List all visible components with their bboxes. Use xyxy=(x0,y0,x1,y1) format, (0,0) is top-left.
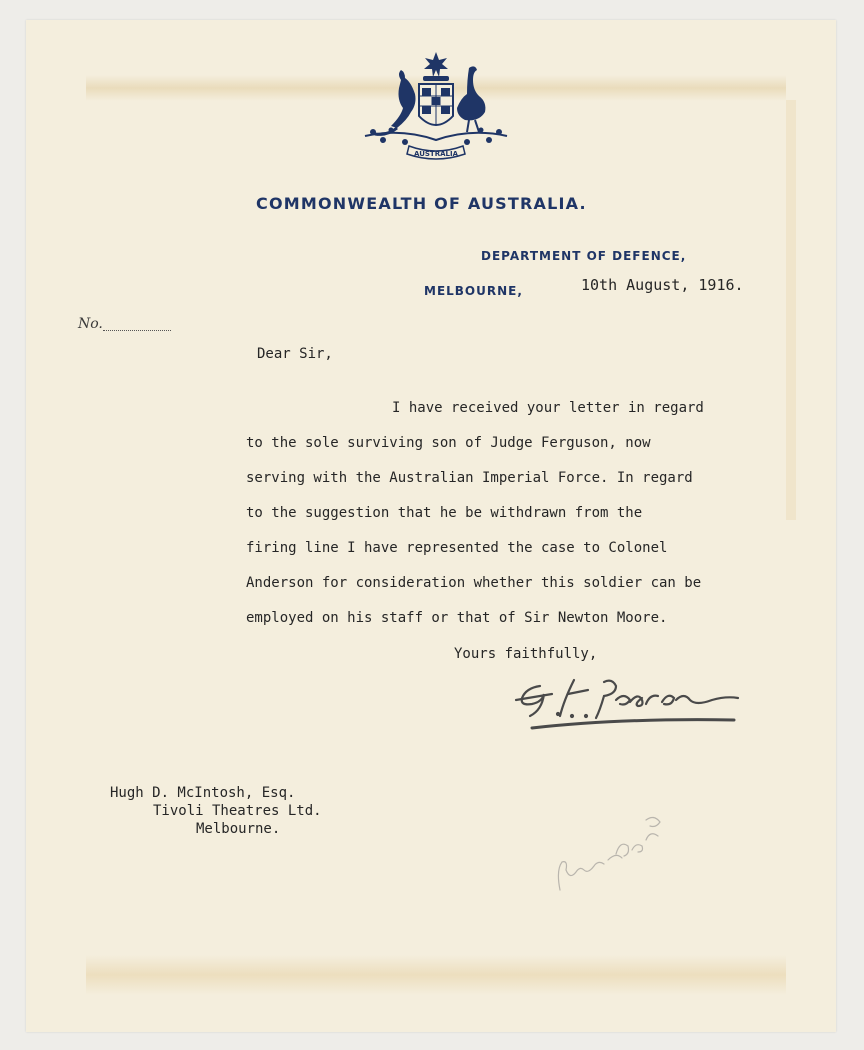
letterhead-title: COMMONWEALTH OF AUSTRALIA. xyxy=(256,194,587,213)
body-line: I have received your letter in regard xyxy=(392,400,704,416)
reference-number-label: No. xyxy=(78,316,103,332)
signature-image xyxy=(512,670,748,740)
paper-stain-side xyxy=(786,100,796,520)
body-line: employed on his staff or that of Sir Newton Moore. xyxy=(246,610,668,626)
addressee-name: Hugh D. McIntosh, Esq. xyxy=(110,785,296,801)
crest-scroll-text: AUSTRALIA xyxy=(414,150,458,158)
body-line: to the suggestion that he be withdrawn from the xyxy=(246,505,643,521)
letter-page xyxy=(26,20,836,1032)
letter-date: 10th August, 1916. xyxy=(581,276,744,294)
body-line: firing line I have represented the case to Colonel xyxy=(246,540,668,556)
reference-number-blank xyxy=(103,330,171,331)
body-line: Anderson for consideration whether this soldier can be xyxy=(246,575,702,591)
closing: Yours faithfully, xyxy=(454,646,598,662)
body-line: serving with the Australian Imperial Force. In regard xyxy=(246,470,693,486)
paper-stain-bottom xyxy=(86,955,786,995)
salutation: Dear Sir, xyxy=(257,346,333,362)
body-line: to the sole surviving son of Judge Ferguson, now xyxy=(246,435,651,451)
letterhead-city: MELBOURNE, xyxy=(424,284,523,298)
addressee-city: Melbourne. xyxy=(196,821,281,837)
coat-of-arms-icon xyxy=(361,50,511,164)
letterhead-department: DEPARTMENT OF DEFENCE, xyxy=(481,249,687,263)
pencil-annotation-image xyxy=(546,810,676,900)
addressee-company: Tivoli Theatres Ltd. xyxy=(153,803,322,819)
